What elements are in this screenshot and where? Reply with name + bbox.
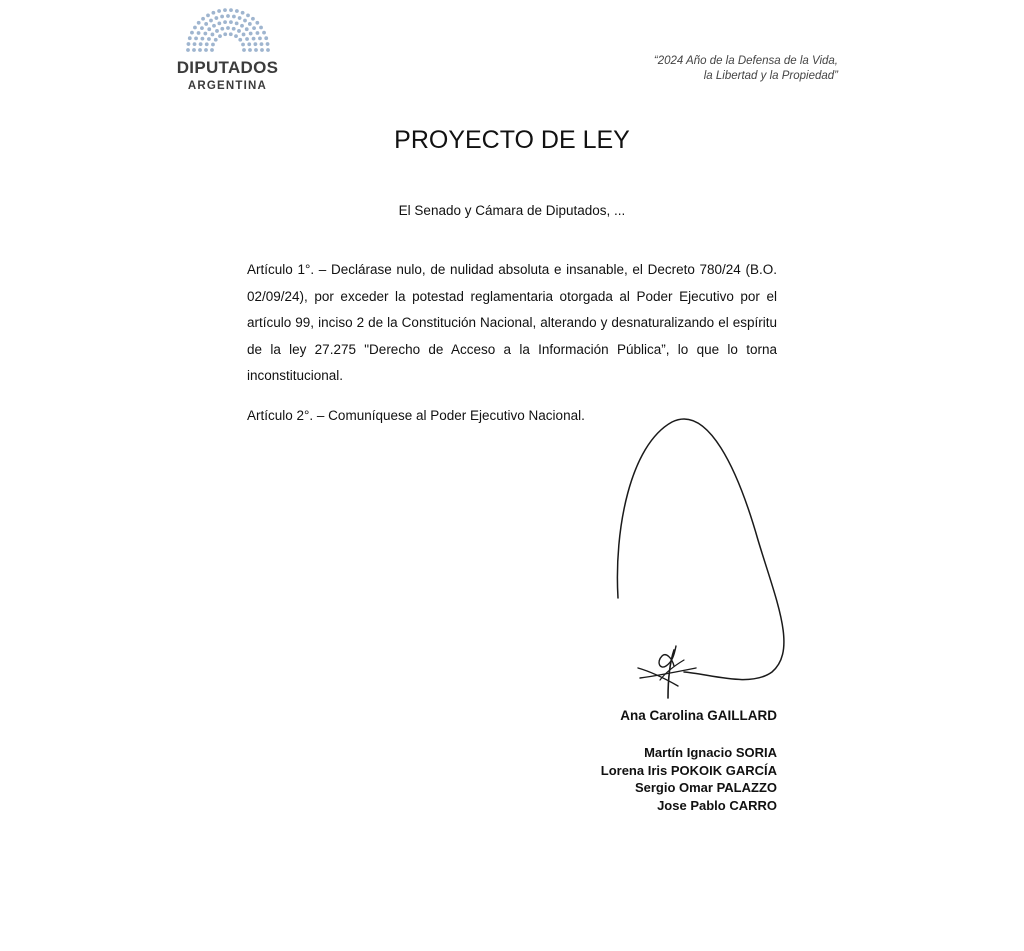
seat-dot (248, 22, 252, 26)
seat-dot (209, 19, 213, 23)
seat-dot (223, 32, 227, 36)
seat-dot (259, 26, 263, 30)
seat-dot (232, 15, 236, 19)
seat-dot (252, 26, 256, 30)
cosigner: Jose Pablo CARRO (657, 797, 777, 813)
article-2: Artículo 2°. – Comuníquese al Poder Ejecutivo Nacional. (247, 408, 585, 423)
seat-dot (249, 32, 253, 36)
seat-dot (207, 37, 211, 41)
seat-dot (206, 13, 210, 17)
seat-dot (217, 9, 221, 13)
seat-dot (252, 37, 256, 41)
cosigners-list (601, 744, 777, 814)
seat-dot (234, 34, 238, 38)
seat-dot (245, 37, 249, 41)
seat-dot (251, 17, 255, 21)
seat-dot (220, 15, 224, 19)
seat-dot (229, 8, 233, 12)
seat-dot (207, 27, 211, 31)
seat-dot (214, 16, 218, 20)
seat-dot (241, 43, 245, 47)
seat-dot (248, 48, 252, 52)
seat-dot (243, 19, 247, 23)
seat-dot (193, 26, 197, 30)
diputados-logo (170, 6, 285, 94)
seat-dot (192, 48, 196, 52)
seat-dot (253, 42, 257, 46)
seat-dot (238, 16, 242, 20)
page-title: PROYECTO DE LEY (394, 126, 630, 154)
seat-dot (201, 17, 205, 21)
seat-dot (262, 31, 266, 35)
seat-dot (242, 48, 246, 52)
seat-dot (210, 48, 214, 52)
seat-dot (242, 33, 246, 37)
seat-dot (186, 48, 190, 52)
seat-dot (211, 33, 215, 37)
seat-dot (211, 11, 215, 15)
seat-dot (188, 36, 192, 40)
seat-dot (246, 13, 250, 17)
seat-dot (187, 42, 191, 46)
logo-subtitle: ARGENTINA (187, 80, 268, 92)
seat-dot (235, 9, 239, 13)
seat-dot (238, 38, 242, 42)
seat-dot (203, 32, 207, 36)
seat-dot (229, 20, 233, 24)
seat-dot (241, 11, 245, 15)
opening-formula: El Senado y Cámara de Diputados, ... (398, 203, 626, 218)
seat-dot (232, 27, 236, 31)
seat-dot (200, 26, 204, 30)
motto-line-2: la Libertad y la Propiedad” (703, 70, 838, 82)
seat-dot (226, 14, 230, 18)
seat-dot (204, 22, 208, 26)
seat-dot (211, 43, 215, 47)
logo-title: DIPUTADOS (176, 58, 279, 77)
seat-dot (245, 27, 249, 31)
cosigner: Martín Ignacio SORIA (644, 745, 777, 760)
seat-dot (217, 21, 221, 25)
seat-dot (266, 48, 270, 52)
seat-dot (197, 21, 201, 25)
seat-dot (260, 42, 264, 46)
seat-dot (229, 32, 233, 36)
seat-dot (198, 48, 202, 52)
main-signer: Ana Carolina GAILLARD (620, 708, 777, 723)
seat-dot (223, 20, 227, 24)
seat-dot (199, 42, 203, 46)
seat-dot (264, 36, 268, 40)
seat-dot (237, 29, 241, 33)
seat-dot (215, 29, 219, 33)
seat-dot (266, 42, 270, 46)
seat-dot (218, 34, 222, 38)
seat-dot (260, 48, 264, 52)
seat-dot (240, 24, 244, 28)
seat-dot (235, 21, 239, 25)
chamber-seats-icon (184, 6, 272, 54)
handwritten-signature (600, 410, 800, 710)
seat-dot (197, 31, 201, 35)
article-1: Artículo 1°. – Declárase nulo, de nulidad absoluta e insanable, el Decreto 780/24 (B.O. 02/09/24), por exceder la potestad reglamentaria otorgada al Poder Ejecutivo por el artículo 99, inciso 2 de la Constitución Nacional, alterando y desnaturalizando el espíritu de la ley 27.275 "Derecho de Acceso a la Información Pública”, lo que lo torna inconstitucional. (247, 262, 777, 383)
seat-dot (214, 38, 218, 42)
seat-dot (254, 48, 258, 52)
seat-dot (204, 48, 208, 52)
seat-dot (247, 42, 251, 46)
seat-dot (193, 42, 197, 46)
seat-dot (205, 42, 209, 46)
cosigner: Lorena Iris POKOIK GARCÍA (600, 762, 777, 778)
seat-dot (226, 26, 230, 30)
seat-dot (190, 31, 194, 35)
seat-dot (194, 36, 198, 40)
seat-dot (212, 24, 216, 28)
seat-dot (201, 37, 205, 41)
motto-line-1: “2024 Año de la Defensa de la Vida, (653, 55, 838, 67)
motto (654, 54, 838, 84)
seat-dot (220, 27, 224, 31)
seat-dot (258, 36, 262, 40)
seat-dot (256, 31, 260, 35)
seat-dot (223, 8, 227, 12)
cosigner: Sergio Omar PALAZZO (634, 780, 777, 795)
seat-dot (255, 21, 259, 25)
